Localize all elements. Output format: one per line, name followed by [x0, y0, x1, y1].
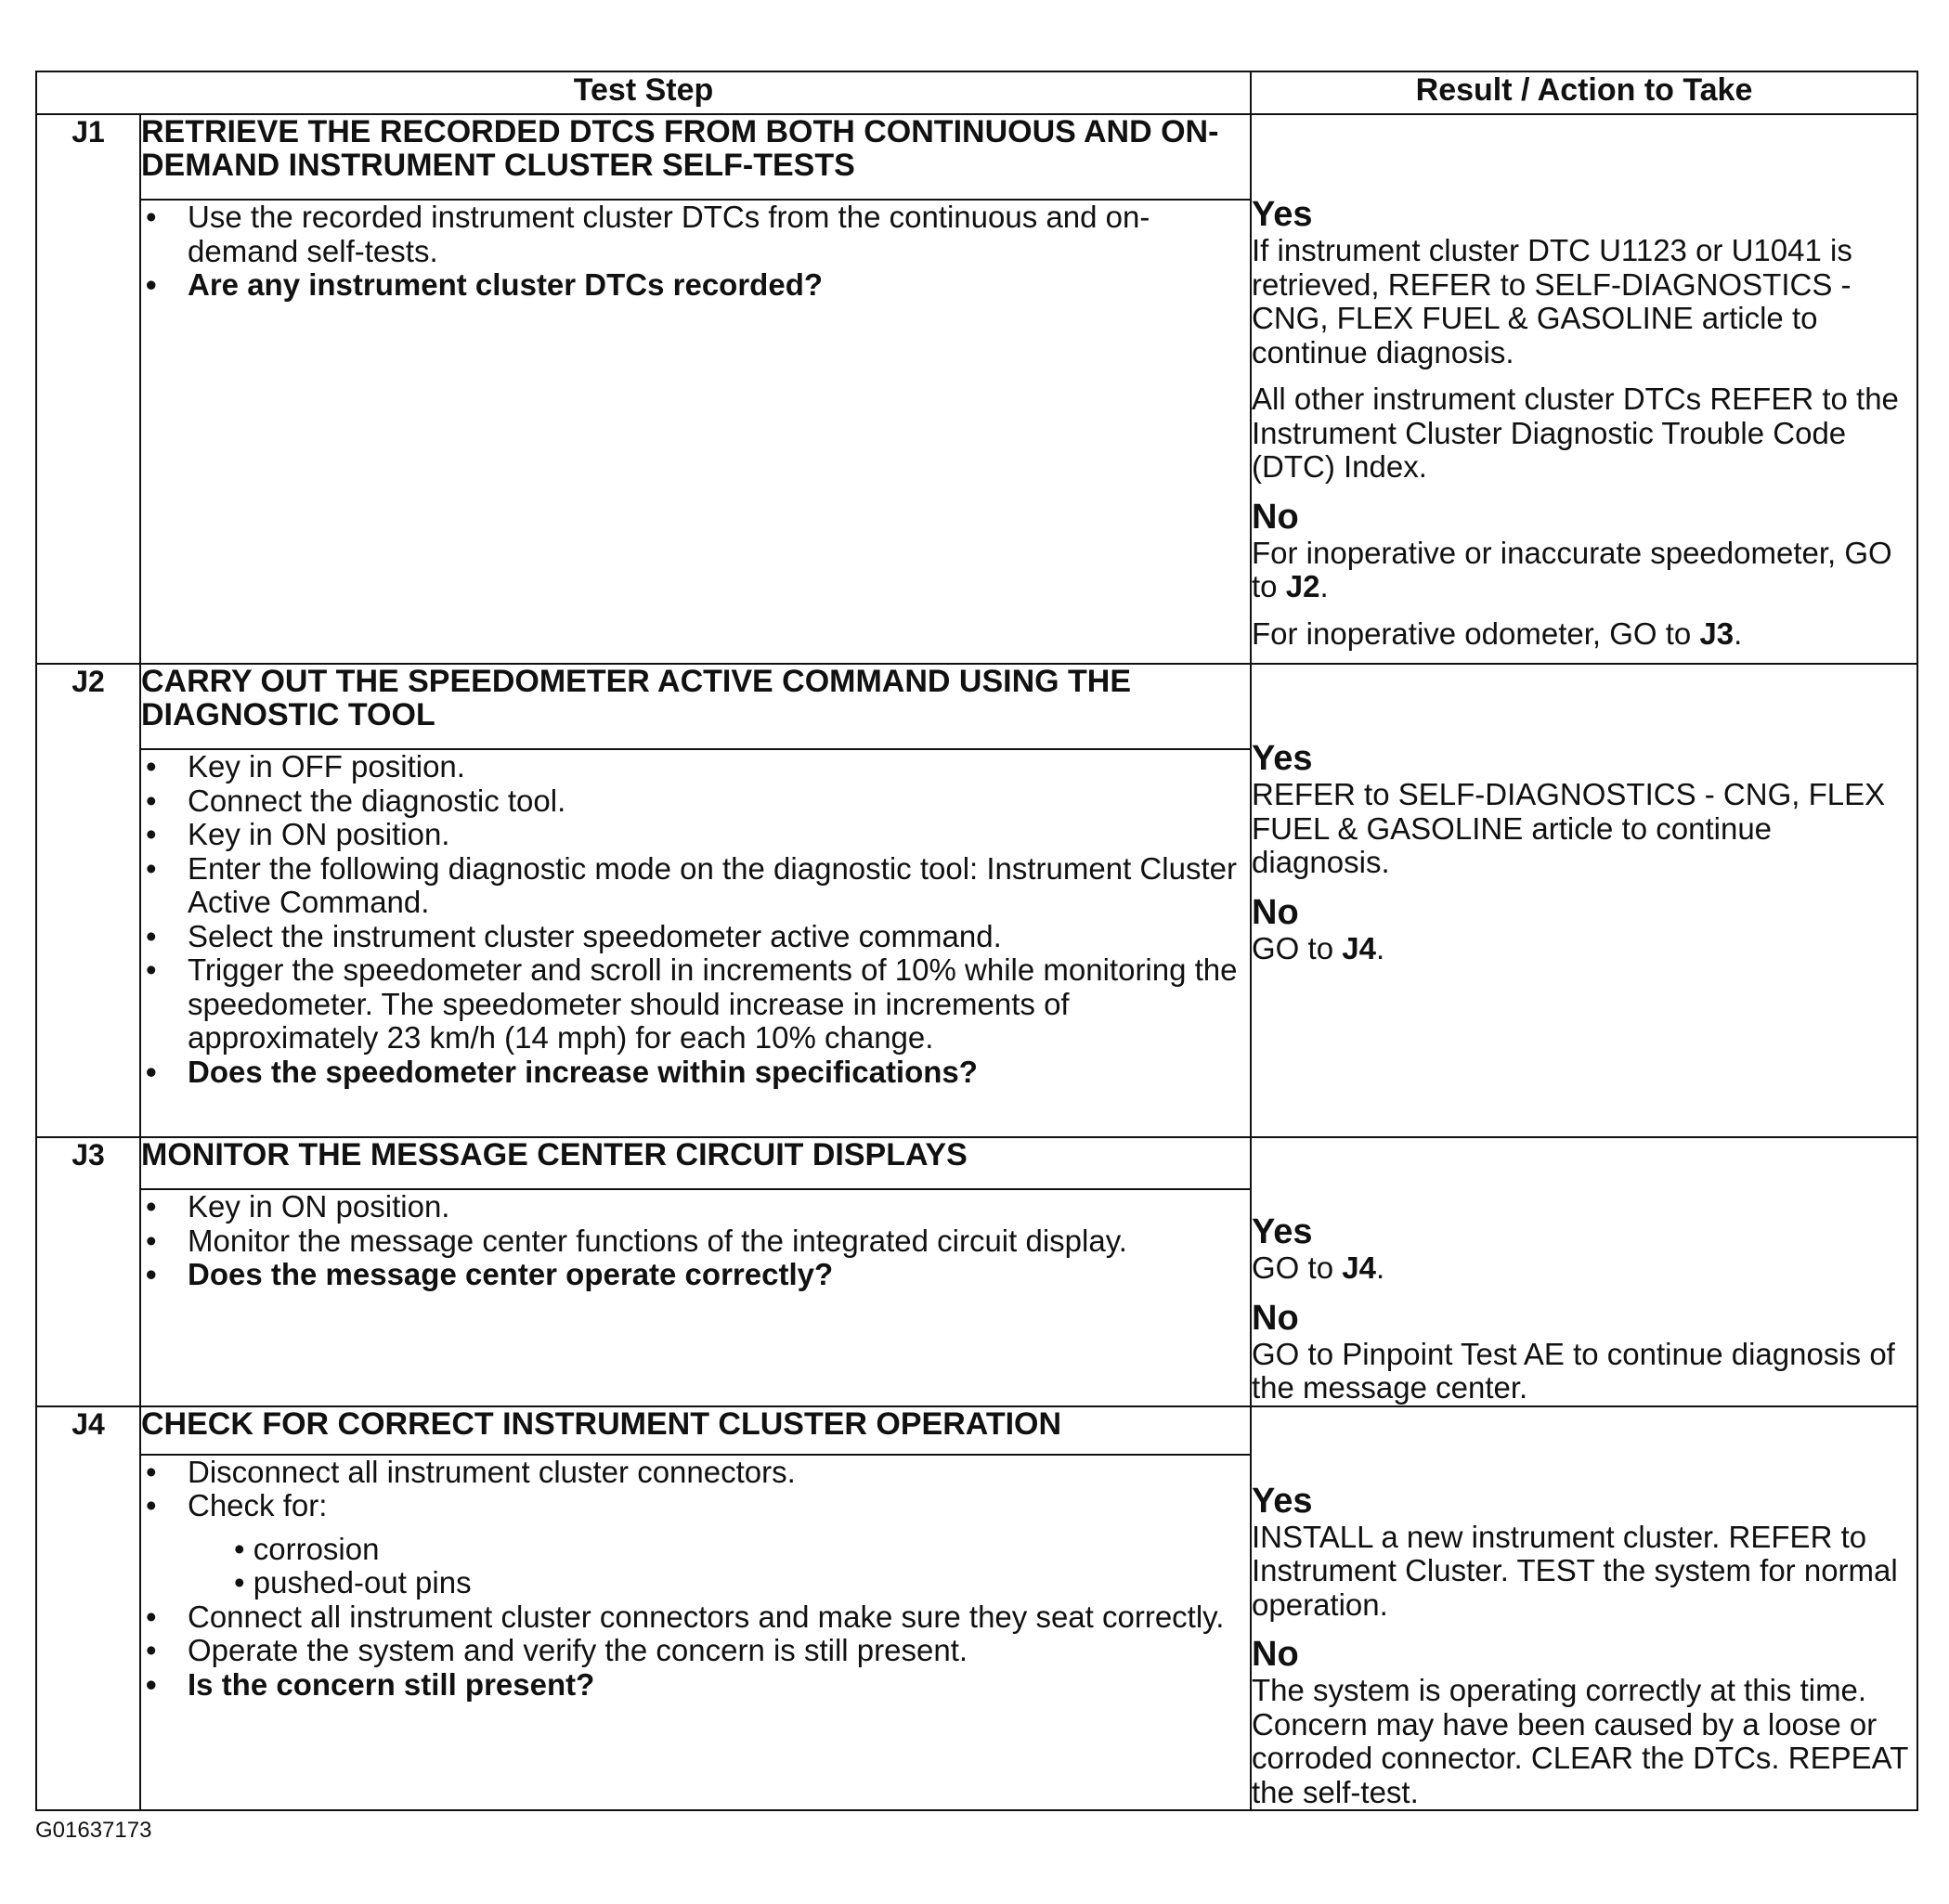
step-id: J3 — [36, 1137, 140, 1406]
step-item-text: Does the speedometer increase within specifications? — [188, 1054, 978, 1089]
sub-list — [234, 1523, 1250, 1600]
step-item-text: Trigger the speedometer and scroll in increments of 10% while monitoring the speedometer. The speedometer should increase in increments of approximately 23 km/h (14 mph) for each 10% change. — [188, 952, 1238, 1055]
step-list — [141, 750, 1250, 1089]
step-question — [141, 1258, 1250, 1292]
no-text: GO to Pinpoint Test AE to continue diagnosis of the message center. — [1252, 1336, 1895, 1405]
step-title: RETRIEVE THE RECORDED DTCS FROM BOTH CONTINUOUS AND ON-DEMAND INSTRUMENT CLUSTER SELF-TESTS — [140, 114, 1251, 200]
figure-code: G01637173 — [35, 1818, 152, 1843]
step-item — [141, 784, 1250, 819]
yes-text: REFER to SELF-DIAGNOSTICS - CNG, FLEX FUEL & GASOLINE article to continue diagnosis. — [1252, 777, 1886, 879]
step-title: CHECK FOR CORRECT INSTRUMENT CLUSTER OPERATION — [140, 1406, 1251, 1455]
yes-action — [1252, 382, 1917, 485]
step-list — [141, 201, 1250, 303]
no-label: No — [1252, 1635, 1299, 1674]
step-id: J1 — [36, 114, 140, 664]
step-item-text: Monitor the message center functions of the integrated circuit display. — [188, 1223, 1127, 1258]
step-item-text: Operate the system and verify the concern is still present. — [188, 1633, 968, 1668]
step-item — [141, 1600, 1250, 1635]
no-action — [1252, 932, 1917, 966]
step-item-text: Enter the following diagnostic mode on the diagnostic tool: Instrument Cluster Active Command. — [188, 850, 1237, 919]
step-item — [141, 818, 1250, 852]
step-item — [141, 920, 1250, 954]
step-item — [141, 953, 1250, 1056]
step-list — [141, 1190, 1250, 1292]
no-action — [1252, 537, 1917, 604]
step-item-text: Connect the diagnostic tool. — [188, 783, 566, 818]
step-result — [1251, 664, 1917, 1137]
step-question — [141, 268, 1250, 303]
yes-text-end: . — [1375, 1250, 1385, 1285]
step-question — [141, 1056, 1250, 1090]
step-reference: J3 — [1699, 615, 1735, 651]
step-item-text: Key in OFF position. — [188, 749, 465, 784]
step-item-text: Disconnect all instrument cluster connectors. — [188, 1454, 796, 1489]
step-item-text: Use the recorded instrument cluster DTCs from the continuous and on-demand self-tests. — [188, 200, 1150, 268]
step-item-text: Are any instrument cluster DTCs recorded? — [188, 267, 824, 302]
step-title-row — [36, 114, 1917, 200]
step-title: MONITOR THE MESSAGE CENTER CIRCUIT DISPLAYS — [140, 1137, 1251, 1189]
no-action — [1252, 1674, 1917, 1809]
no-label: No — [1252, 892, 1299, 932]
yes-text: GO to — [1252, 1250, 1343, 1285]
yes-label: Yes — [1252, 1212, 1313, 1251]
no-label: No — [1252, 497, 1299, 537]
step-reference: J4 — [1342, 930, 1376, 965]
step-item-text: Does the message center operate correctly? — [188, 1257, 834, 1292]
yes-text: If instrument cluster DTC U1123 or U1041 is retrieved, REFER to SELF-DIAGNOSTICS - CNG, FLEX FUEL & GASOLINE article to continue diagnosis. — [1252, 233, 1852, 369]
pinpoint-test-table — [35, 71, 1918, 1811]
yes-text: All other instrument cluster DTCs REFER to the Instrument Cluster Diagnostic Trouble Code (DTC) Index. — [1252, 382, 1899, 484]
step-instructions — [140, 200, 1251, 664]
step-reference: J2 — [1285, 569, 1320, 603]
test-steps-body — [36, 114, 1917, 1810]
step-title-row — [36, 664, 1917, 749]
header-row — [36, 71, 1917, 114]
step-item-text: Is the concern still present? — [188, 1666, 595, 1702]
step-instructions — [140, 1455, 1251, 1810]
test-step-header: Test Step — [36, 71, 1251, 114]
step-title: CARRY OUT THE SPEEDOMETER ACTIVE COMMAND USING THE DIAGNOSTIC TOOL — [140, 664, 1251, 749]
step-item — [141, 1224, 1250, 1259]
step-item — [141, 1489, 1250, 1600]
yes-action — [1252, 1521, 1917, 1623]
step-title-row — [36, 1137, 1917, 1189]
step-item-text: Key in ON position. — [188, 817, 450, 851]
step-list — [141, 1456, 1250, 1703]
step-item — [141, 201, 1250, 268]
step-item — [141, 1634, 1250, 1668]
sub-item: • pushed-out pins — [234, 1566, 1250, 1600]
no-text: The system is operating correctly at this time. Concern may have been caused by a loose or corroded connector. CLEAR the DTCs. REPEAT the self-test. — [1252, 1673, 1908, 1809]
no-label: No — [1252, 1298, 1299, 1338]
no-text: For inoperative or inaccurate speedometer, GO to — [1252, 535, 1892, 603]
step-title-row — [36, 1406, 1917, 1455]
yes-label: Yes — [1252, 195, 1313, 234]
step-result — [1251, 114, 1917, 664]
yes-action — [1252, 234, 1917, 369]
step-item — [141, 1456, 1250, 1490]
step-id: J4 — [36, 1406, 140, 1811]
step-item-text: Connect all instrument cluster connectors and make sure they seat correctly. — [188, 1599, 1225, 1634]
yes-label: Yes — [1252, 739, 1313, 778]
step-result — [1251, 1406, 1917, 1811]
step-instructions — [140, 749, 1251, 1137]
step-instructions — [140, 1189, 1251, 1405]
no-text-end: . — [1375, 930, 1385, 965]
step-reference: J4 — [1342, 1250, 1376, 1285]
no-text: For inoperative odometer, GO to — [1252, 615, 1700, 651]
yes-action — [1252, 1251, 1917, 1286]
step-item-text: Key in ON position. — [188, 1189, 450, 1224]
step-item — [141, 750, 1250, 784]
diagnostic-document — [35, 71, 1917, 1811]
result-action-header: Result / Action to Take — [1251, 71, 1917, 114]
no-action — [1252, 617, 1917, 652]
yes-text: INSTALL a new instrument cluster. REFER to Instrument Cluster. TEST the system for normal operation. — [1252, 1519, 1898, 1622]
step-id: J2 — [36, 664, 140, 1137]
sub-item: • corrosion — [234, 1533, 1250, 1567]
step-result — [1251, 1137, 1917, 1406]
step-item — [141, 1190, 1250, 1224]
no-action — [1252, 1338, 1917, 1405]
step-item-text: Check for: — [188, 1488, 328, 1523]
step-item — [141, 852, 1250, 920]
yes-label: Yes — [1252, 1481, 1313, 1521]
no-text-end: . — [1734, 615, 1743, 651]
step-item-text: Select the instrument cluster speedometer active command. — [188, 918, 1002, 953]
step-question — [141, 1668, 1250, 1703]
no-text-end: . — [1319, 569, 1329, 603]
no-text: GO to — [1252, 930, 1343, 965]
yes-action — [1252, 778, 1917, 880]
